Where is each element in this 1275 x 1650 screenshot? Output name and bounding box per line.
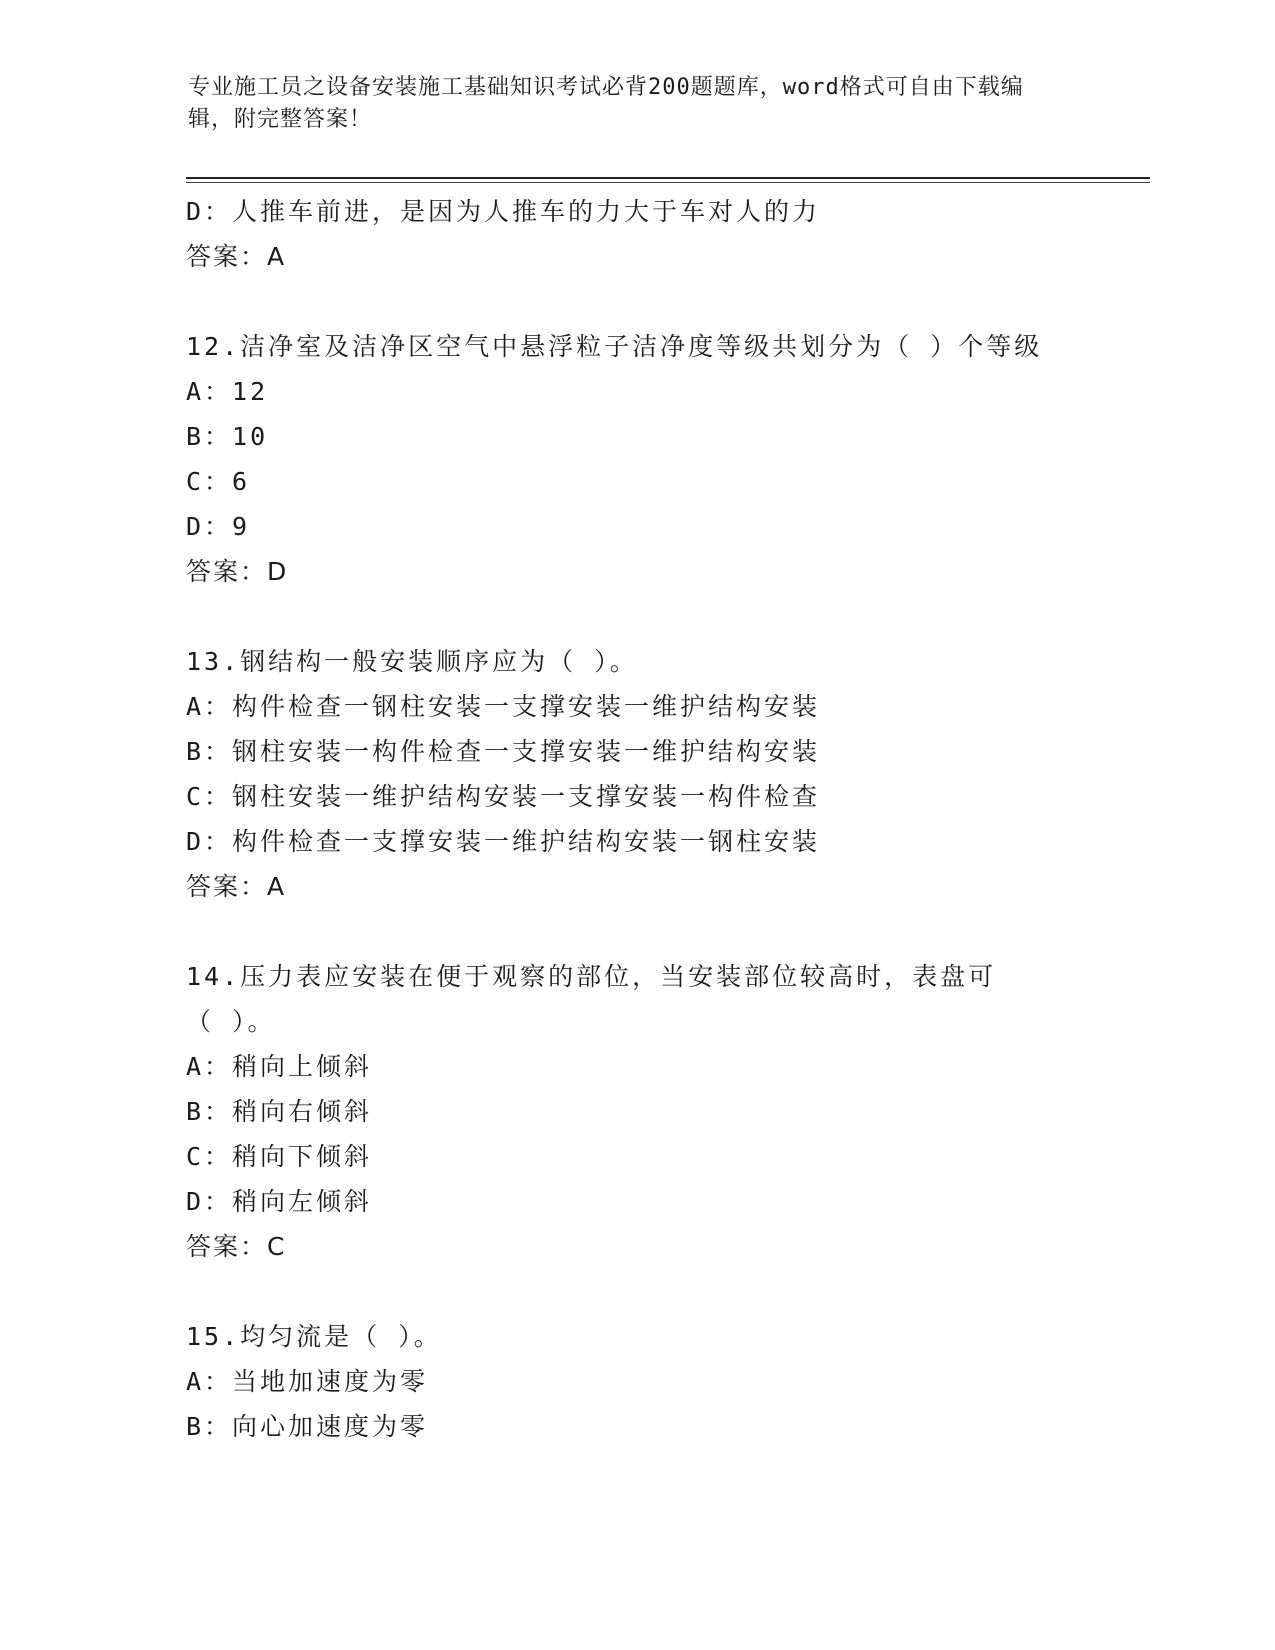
header-divider [186,177,1150,179]
option-b: B：钢柱安装一构件检查一支撑安装一维护结构安装 [186,737,821,766]
option-d: D：稍向左倾斜 [186,1187,373,1216]
question-stem: 15.均匀流是（ ）。 [186,1322,442,1351]
question-12 [186,324,1086,594]
option-a: A：构件检查一钢柱安装一支撑安装一维护结构安装 [186,692,821,721]
question-15 [186,1314,1086,1449]
option-d: D：人推车前进，是因为人推车的力大于车对人的力 [186,197,821,226]
answer-line: 答案：C [186,1232,287,1261]
option-b: B：向心加速度为零 [186,1412,429,1441]
option-a: A：稍向上倾斜 [186,1052,373,1081]
option-a: A：12 [186,377,269,406]
question-stem: 14.压力表应安装在便于观察的部位，当安装部位较高时，表盘可（ ）。 [186,962,997,1036]
answer-line: 答案：A [186,872,287,901]
spacer [186,594,1086,639]
spacer [186,1269,1086,1314]
answer-line: 答案：D [186,557,289,586]
option-b: B：10 [186,422,269,451]
header-divider-thin [186,182,1150,183]
option-b: B：稍向右倾斜 [186,1097,373,1126]
option-c: C：钢柱安装一维护结构安装一支撑安装一构件检查 [186,782,821,811]
question-14 [186,954,1086,1269]
option-c: C：稍向下倾斜 [186,1142,373,1171]
option-d: D：构件检查一支撑安装一维护结构安装一钢柱安装 [186,827,821,856]
option-d: D：9 [186,512,251,541]
question-13 [186,639,1086,909]
option-a: A：当地加速度为零 [186,1367,429,1396]
spacer [186,279,1086,324]
question-stem: 13.钢结构一般安装顺序应为（ ）。 [186,647,638,676]
question-stem: 12.洁净室及洁净区空气中悬浮粒子洁净度等级共划分为（ ）个等级 [186,332,1043,361]
answer-line: 答案：A [186,242,287,271]
question-list [186,189,1086,1449]
spacer [186,909,1086,954]
option-c: C：6 [186,467,251,496]
document-header: 专业施工员之设备安装施工基础知识考试必背200题题库，word格式可自由下载编辑，附完整答案！ [188,75,1024,132]
